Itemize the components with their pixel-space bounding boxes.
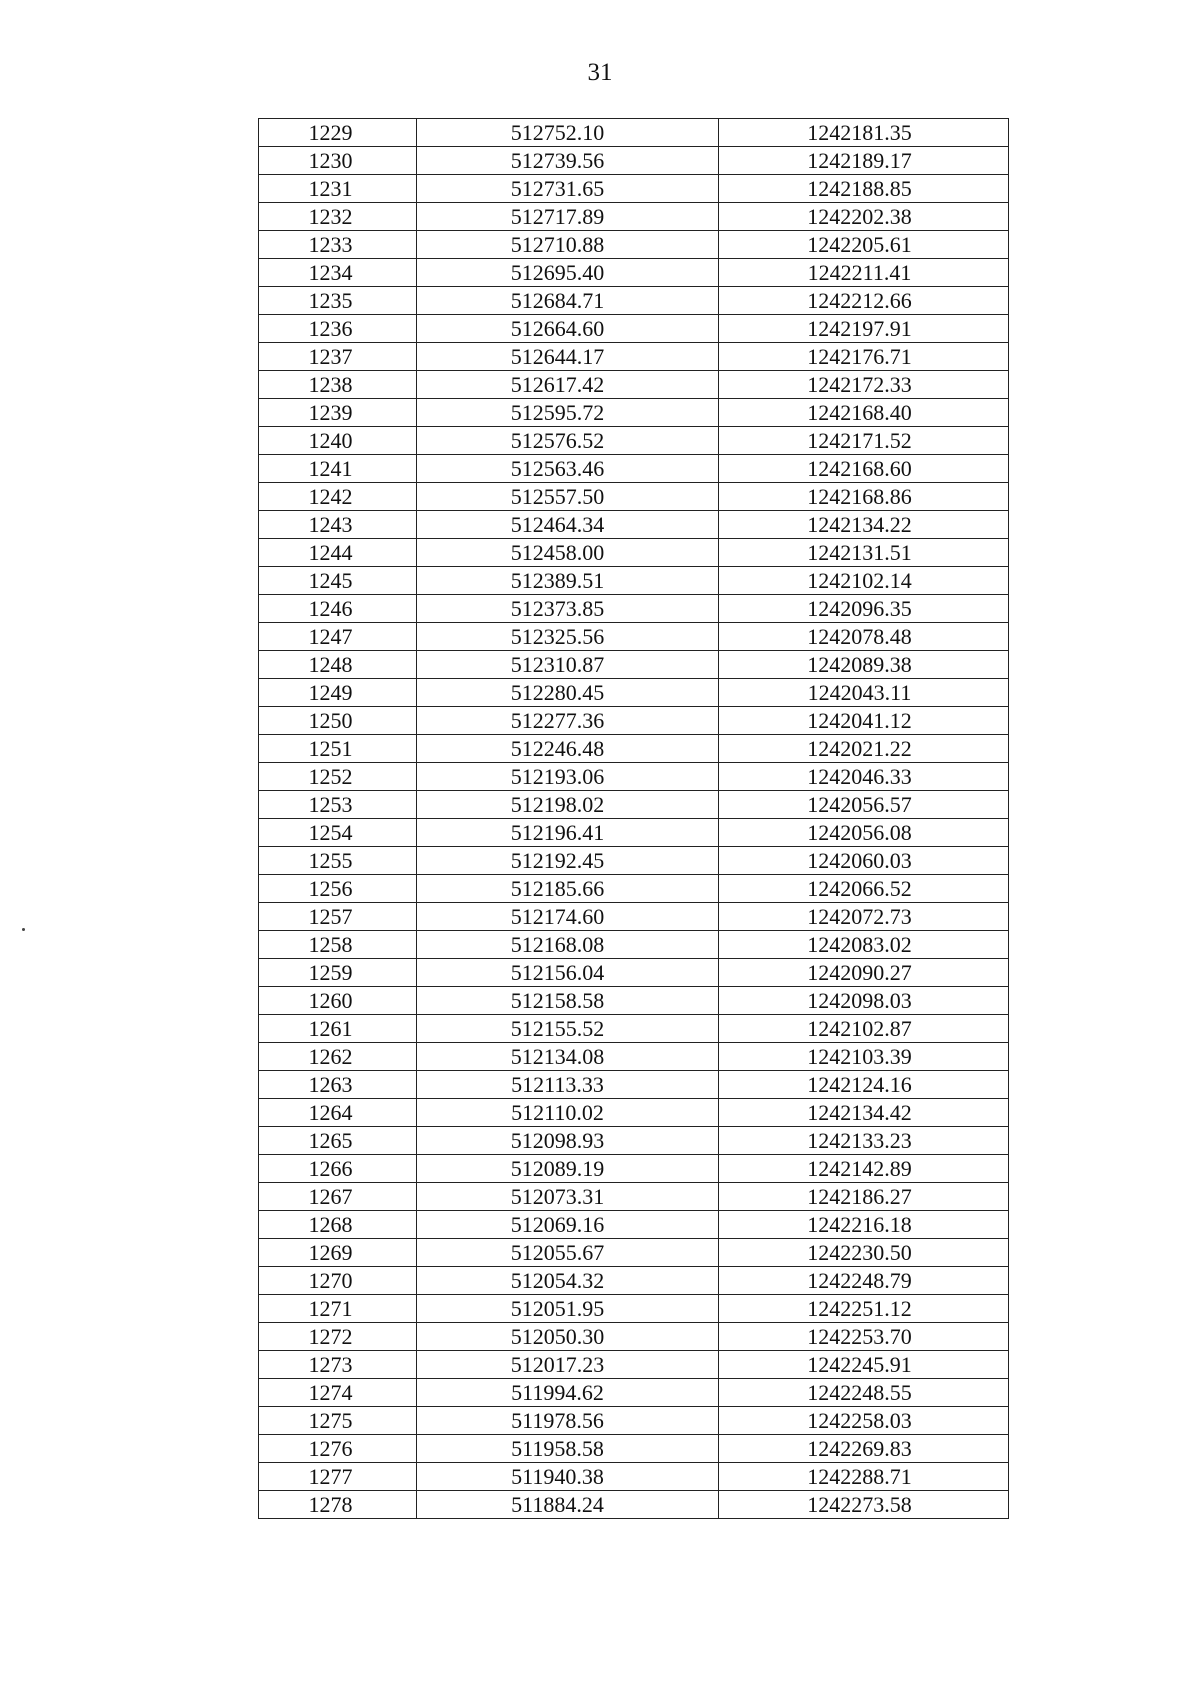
x-coordinate-cell: 512017.23	[417, 1351, 719, 1379]
point-number-cell: 1271	[259, 1295, 417, 1323]
point-number-cell: 1272	[259, 1323, 417, 1351]
table-row	[259, 875, 1009, 903]
y-coordinate-cell: 1242056.08	[719, 819, 1009, 847]
table-row	[259, 847, 1009, 875]
x-coordinate-cell: 512193.06	[417, 763, 719, 791]
table-row	[259, 427, 1009, 455]
x-coordinate-cell: 511994.62	[417, 1379, 719, 1407]
table-row	[259, 707, 1009, 735]
y-coordinate-cell: 1242211.41	[719, 259, 1009, 287]
x-coordinate-cell: 512310.87	[417, 651, 719, 679]
point-number-cell: 1252	[259, 763, 417, 791]
x-coordinate-cell: 512168.08	[417, 931, 719, 959]
table-row	[259, 1351, 1009, 1379]
point-number-cell: 1270	[259, 1267, 417, 1295]
x-coordinate-cell: 512684.71	[417, 287, 719, 315]
point-number-cell: 1233	[259, 231, 417, 259]
point-number-cell: 1250	[259, 707, 417, 735]
x-coordinate-cell: 512051.95	[417, 1295, 719, 1323]
table-row	[259, 175, 1009, 203]
point-number-cell: 1232	[259, 203, 417, 231]
y-coordinate-cell: 1242134.22	[719, 511, 1009, 539]
table-row	[259, 1323, 1009, 1351]
table-row	[259, 1379, 1009, 1407]
point-number-cell: 1253	[259, 791, 417, 819]
point-number-cell: 1242	[259, 483, 417, 511]
x-coordinate-cell: 512557.50	[417, 483, 719, 511]
y-coordinate-cell: 1242098.03	[719, 987, 1009, 1015]
point-number-cell: 1230	[259, 147, 417, 175]
point-number-cell: 1245	[259, 567, 417, 595]
x-coordinate-cell: 512055.67	[417, 1239, 719, 1267]
table-row	[259, 203, 1009, 231]
point-number-cell: 1268	[259, 1211, 417, 1239]
x-coordinate-cell: 511940.38	[417, 1463, 719, 1491]
table-row	[259, 119, 1009, 147]
table-row	[259, 259, 1009, 287]
y-coordinate-cell: 1242131.51	[719, 539, 1009, 567]
table-row	[259, 763, 1009, 791]
y-coordinate-cell: 1242216.18	[719, 1211, 1009, 1239]
y-coordinate-cell: 1242133.23	[719, 1127, 1009, 1155]
x-coordinate-cell: 512098.93	[417, 1127, 719, 1155]
table-row	[259, 1295, 1009, 1323]
y-coordinate-cell: 1242102.14	[719, 567, 1009, 595]
table-row	[259, 483, 1009, 511]
y-coordinate-cell: 1242124.16	[719, 1071, 1009, 1099]
table-row	[259, 1099, 1009, 1127]
x-coordinate-cell: 512595.72	[417, 399, 719, 427]
x-coordinate-cell: 511884.24	[417, 1491, 719, 1519]
point-number-cell: 1263	[259, 1071, 417, 1099]
x-coordinate-cell: 512617.42	[417, 371, 719, 399]
point-number-cell: 1278	[259, 1491, 417, 1519]
point-number-cell: 1235	[259, 287, 417, 315]
table-row	[259, 315, 1009, 343]
y-coordinate-cell: 1242212.66	[719, 287, 1009, 315]
table-row	[259, 147, 1009, 175]
y-coordinate-cell: 1242043.11	[719, 679, 1009, 707]
y-coordinate-cell: 1242102.87	[719, 1015, 1009, 1043]
x-coordinate-cell: 511958.58	[417, 1435, 719, 1463]
y-coordinate-cell: 1242041.12	[719, 707, 1009, 735]
point-number-cell: 1247	[259, 623, 417, 651]
point-number-cell: 1276	[259, 1435, 417, 1463]
y-coordinate-cell: 1242269.83	[719, 1435, 1009, 1463]
point-number-cell: 1240	[259, 427, 417, 455]
table-row	[259, 595, 1009, 623]
point-number-cell: 1251	[259, 735, 417, 763]
x-coordinate-cell: 512752.10	[417, 119, 719, 147]
table-row	[259, 1491, 1009, 1519]
x-coordinate-cell: 512563.46	[417, 455, 719, 483]
x-coordinate-cell: 512464.34	[417, 511, 719, 539]
point-number-cell: 1236	[259, 315, 417, 343]
x-coordinate-cell: 512156.04	[417, 959, 719, 987]
y-coordinate-cell: 1242072.73	[719, 903, 1009, 931]
point-number-cell: 1267	[259, 1183, 417, 1211]
y-coordinate-cell: 1242142.89	[719, 1155, 1009, 1183]
coordinates-table	[258, 118, 1009, 1519]
table-row	[259, 735, 1009, 763]
table-row	[259, 1071, 1009, 1099]
y-coordinate-cell: 1242245.91	[719, 1351, 1009, 1379]
y-coordinate-cell: 1242056.57	[719, 791, 1009, 819]
point-number-cell: 1265	[259, 1127, 417, 1155]
table-row	[259, 1211, 1009, 1239]
point-number-cell: 1277	[259, 1463, 417, 1491]
x-coordinate-cell: 512731.65	[417, 175, 719, 203]
y-coordinate-cell: 1242188.85	[719, 175, 1009, 203]
x-coordinate-cell: 512155.52	[417, 1015, 719, 1043]
x-coordinate-cell: 512192.45	[417, 847, 719, 875]
table-row	[259, 1127, 1009, 1155]
point-number-cell: 1269	[259, 1239, 417, 1267]
point-number-cell: 1257	[259, 903, 417, 931]
y-coordinate-cell: 1242168.86	[719, 483, 1009, 511]
x-coordinate-cell: 512717.89	[417, 203, 719, 231]
x-coordinate-cell: 512198.02	[417, 791, 719, 819]
table-row	[259, 1155, 1009, 1183]
x-coordinate-cell: 512576.52	[417, 427, 719, 455]
y-coordinate-cell: 1242186.27	[719, 1183, 1009, 1211]
scan-speck	[22, 928, 25, 931]
page-number: 31	[587, 59, 613, 86]
table-row	[259, 539, 1009, 567]
table-row	[259, 287, 1009, 315]
point-number-cell: 1239	[259, 399, 417, 427]
y-coordinate-cell: 1242134.42	[719, 1099, 1009, 1127]
table-row	[259, 903, 1009, 931]
table-row	[259, 623, 1009, 651]
table-row	[259, 511, 1009, 539]
point-number-cell: 1229	[259, 119, 417, 147]
table-row	[259, 399, 1009, 427]
point-number-cell: 1264	[259, 1099, 417, 1127]
point-number-cell: 1275	[259, 1407, 417, 1435]
y-coordinate-cell: 1242202.38	[719, 203, 1009, 231]
point-number-cell: 1256	[259, 875, 417, 903]
table-row	[259, 819, 1009, 847]
y-coordinate-cell: 1242248.55	[719, 1379, 1009, 1407]
coordinates-table-body	[259, 119, 1009, 1519]
x-coordinate-cell: 512069.16	[417, 1211, 719, 1239]
y-coordinate-cell: 1242089.38	[719, 651, 1009, 679]
point-number-cell: 1244	[259, 539, 417, 567]
table-row	[259, 791, 1009, 819]
x-coordinate-cell: 512710.88	[417, 231, 719, 259]
table-row	[259, 1043, 1009, 1071]
table-row	[259, 1183, 1009, 1211]
table-row	[259, 567, 1009, 595]
y-coordinate-cell: 1242168.60	[719, 455, 1009, 483]
y-coordinate-cell: 1242172.33	[719, 371, 1009, 399]
table-row	[259, 343, 1009, 371]
y-coordinate-cell: 1242181.35	[719, 119, 1009, 147]
table-row	[259, 651, 1009, 679]
y-coordinate-cell: 1242066.52	[719, 875, 1009, 903]
y-coordinate-cell: 1242171.52	[719, 427, 1009, 455]
x-coordinate-cell: 512174.60	[417, 903, 719, 931]
x-coordinate-cell: 512073.31	[417, 1183, 719, 1211]
x-coordinate-cell: 512054.32	[417, 1267, 719, 1295]
y-coordinate-cell: 1242273.58	[719, 1491, 1009, 1519]
x-coordinate-cell: 512134.08	[417, 1043, 719, 1071]
y-coordinate-cell: 1242176.71	[719, 343, 1009, 371]
table-row	[259, 455, 1009, 483]
y-coordinate-cell: 1242230.50	[719, 1239, 1009, 1267]
y-coordinate-cell: 1242251.12	[719, 1295, 1009, 1323]
point-number-cell: 1266	[259, 1155, 417, 1183]
x-coordinate-cell: 511978.56	[417, 1407, 719, 1435]
x-coordinate-cell: 512110.02	[417, 1099, 719, 1127]
table-row	[259, 959, 1009, 987]
y-coordinate-cell: 1242258.03	[719, 1407, 1009, 1435]
table-row	[259, 987, 1009, 1015]
y-coordinate-cell: 1242288.71	[719, 1463, 1009, 1491]
point-number-cell: 1234	[259, 259, 417, 287]
point-number-cell: 1254	[259, 819, 417, 847]
point-number-cell: 1246	[259, 595, 417, 623]
table-row	[259, 1435, 1009, 1463]
table-row	[259, 1267, 1009, 1295]
point-number-cell: 1231	[259, 175, 417, 203]
x-coordinate-cell: 512373.85	[417, 595, 719, 623]
x-coordinate-cell: 512196.41	[417, 819, 719, 847]
point-number-cell: 1261	[259, 1015, 417, 1043]
table-row	[259, 1463, 1009, 1491]
x-coordinate-cell: 512246.48	[417, 735, 719, 763]
x-coordinate-cell: 512113.33	[417, 1071, 719, 1099]
x-coordinate-cell: 512389.51	[417, 567, 719, 595]
table-row	[259, 679, 1009, 707]
point-number-cell: 1241	[259, 455, 417, 483]
point-number-cell: 1274	[259, 1379, 417, 1407]
x-coordinate-cell: 512664.60	[417, 315, 719, 343]
y-coordinate-cell: 1242103.39	[719, 1043, 1009, 1071]
x-coordinate-cell: 512739.56	[417, 147, 719, 175]
table-row	[259, 1239, 1009, 1267]
point-number-cell: 1243	[259, 511, 417, 539]
y-coordinate-cell: 1242189.17	[719, 147, 1009, 175]
point-number-cell: 1249	[259, 679, 417, 707]
x-coordinate-cell: 512280.45	[417, 679, 719, 707]
point-number-cell: 1237	[259, 343, 417, 371]
table-row	[259, 371, 1009, 399]
y-coordinate-cell: 1242021.22	[719, 735, 1009, 763]
table-row	[259, 1015, 1009, 1043]
x-coordinate-cell: 512644.17	[417, 343, 719, 371]
point-number-cell: 1248	[259, 651, 417, 679]
point-number-cell: 1259	[259, 959, 417, 987]
y-coordinate-cell: 1242096.35	[719, 595, 1009, 623]
table-row	[259, 931, 1009, 959]
y-coordinate-cell: 1242205.61	[719, 231, 1009, 259]
point-number-cell: 1255	[259, 847, 417, 875]
y-coordinate-cell: 1242060.03	[719, 847, 1009, 875]
y-coordinate-cell: 1242168.40	[719, 399, 1009, 427]
table-row	[259, 1407, 1009, 1435]
y-coordinate-cell: 1242083.02	[719, 931, 1009, 959]
y-coordinate-cell: 1242197.91	[719, 315, 1009, 343]
x-coordinate-cell: 512695.40	[417, 259, 719, 287]
y-coordinate-cell: 1242248.79	[719, 1267, 1009, 1295]
x-coordinate-cell: 512185.66	[417, 875, 719, 903]
x-coordinate-cell: 512158.58	[417, 987, 719, 1015]
x-coordinate-cell: 512277.36	[417, 707, 719, 735]
x-coordinate-cell: 512089.19	[417, 1155, 719, 1183]
y-coordinate-cell: 1242253.70	[719, 1323, 1009, 1351]
y-coordinate-cell: 1242078.48	[719, 623, 1009, 651]
point-number-cell: 1260	[259, 987, 417, 1015]
x-coordinate-cell: 512458.00	[417, 539, 719, 567]
y-coordinate-cell: 1242090.27	[719, 959, 1009, 987]
point-number-cell: 1238	[259, 371, 417, 399]
point-number-cell: 1262	[259, 1043, 417, 1071]
x-coordinate-cell: 512050.30	[417, 1323, 719, 1351]
point-number-cell: 1273	[259, 1351, 417, 1379]
point-number-cell: 1258	[259, 931, 417, 959]
y-coordinate-cell: 1242046.33	[719, 763, 1009, 791]
x-coordinate-cell: 512325.56	[417, 623, 719, 651]
table-row	[259, 231, 1009, 259]
